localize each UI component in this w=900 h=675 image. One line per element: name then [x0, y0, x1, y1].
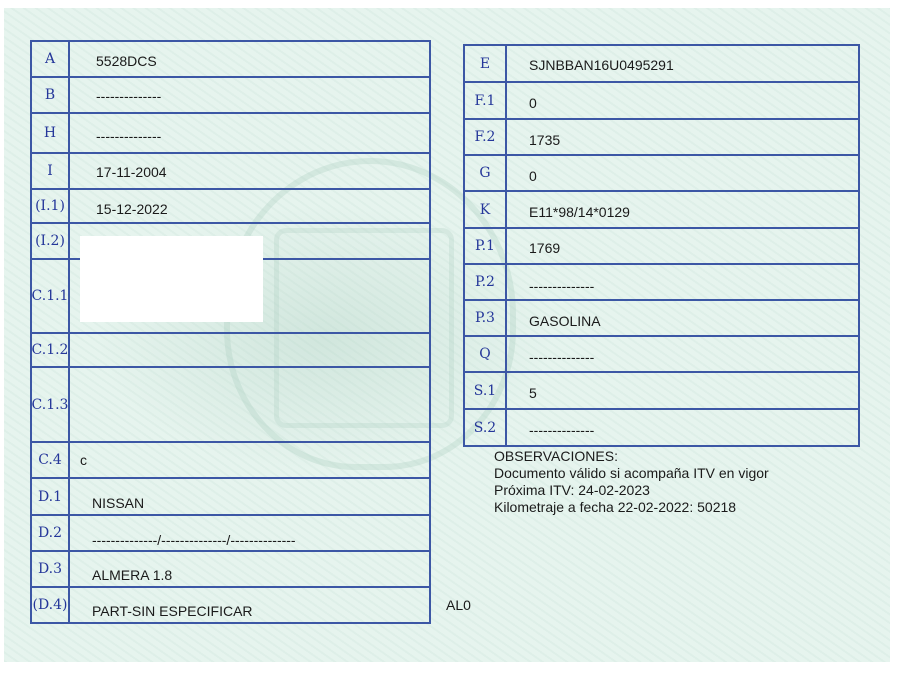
field-code: (D.4) [32, 588, 70, 622]
field-value: 0 [529, 168, 537, 184]
field-code: S.1 [465, 373, 507, 408]
field-code: F.1 [465, 83, 507, 118]
field-row-i [32, 154, 429, 190]
field-code: K [465, 192, 507, 227]
field-code: D.2 [32, 516, 70, 550]
field-row-p1 [465, 229, 858, 265]
field-code: E [465, 46, 507, 81]
field-value: ALMERA 1.8 [92, 567, 173, 583]
field-row-c12 [32, 334, 429, 368]
field-value: 5528DCS [96, 53, 157, 69]
field-row-f2 [465, 120, 858, 156]
field-row-d4 [32, 588, 429, 622]
observations-block [494, 448, 769, 516]
field-row-d1 [32, 479, 429, 516]
field-code: C.1.2 [32, 334, 70, 366]
field-code: P.3 [465, 301, 507, 335]
field-row-p2 [465, 265, 858, 301]
field-value: E11*98/14*0129 [529, 204, 630, 220]
field-value: GASOLINA [529, 313, 601, 329]
field-value: 17-11-2004 [96, 164, 167, 180]
left-field-table [30, 40, 431, 624]
field-row-h [32, 114, 429, 154]
field-code: D.1 [32, 479, 70, 514]
field-code: D.3 [32, 552, 70, 586]
field-row-s2 [465, 410, 858, 445]
field-row-c13 [32, 368, 429, 443]
field-value: --------------/--------------/-------------- [92, 532, 296, 548]
field-code: C.1.3 [32, 368, 70, 441]
field-value: c [80, 452, 87, 468]
field-row-k [465, 192, 858, 229]
field-value: PART-SIN ESPECIFICAR [92, 603, 253, 619]
field-value: SJNBBAN16U0495291 [529, 57, 674, 73]
field-code: I [32, 154, 70, 188]
redaction-box [80, 236, 263, 322]
field-value: -------------- [529, 422, 595, 438]
observations-heading: OBSERVACIONES: [494, 448, 618, 464]
observation-line: Kilometraje a fecha 22-02-2022: 50218 [494, 499, 737, 515]
field-code: Q [465, 337, 507, 371]
field-row-e [465, 46, 858, 83]
field-row-a [32, 42, 429, 78]
field-row-p3 [465, 301, 858, 337]
field-value: 5 [529, 385, 537, 401]
field-row-d2 [32, 516, 429, 552]
field-value: 1735 [529, 132, 561, 148]
field-row-g [465, 156, 858, 192]
field-value: 0 [529, 95, 537, 111]
field-code: H [32, 114, 70, 152]
field-code: P.1 [465, 229, 507, 263]
field-value: -------------- [96, 88, 162, 104]
field-code: (I.1) [32, 190, 70, 222]
observation-line: Documento válido si acompaña ITV en vigor [494, 465, 769, 481]
field-value: 1769 [529, 240, 561, 256]
field-code: C.1.1 [32, 260, 70, 332]
observation-line: Próxima ITV: 24-02-2023 [494, 482, 650, 498]
field-code: G [465, 156, 507, 190]
field-row-b [32, 78, 429, 114]
field-value: 15-12-2022 [96, 201, 168, 217]
right-field-table [463, 44, 860, 447]
field-code: A [32, 42, 70, 76]
field-code: C.4 [32, 443, 70, 477]
field-value: NISSAN [92, 495, 145, 511]
field-row-d3 [32, 552, 429, 588]
field-row-s1 [465, 373, 858, 410]
footer-code: AL0 [446, 597, 471, 613]
field-row-i1 [32, 190, 429, 224]
field-value: -------------- [96, 128, 162, 144]
field-value: -------------- [529, 349, 595, 365]
field-code: (I.2) [32, 224, 70, 258]
field-row-q [465, 337, 858, 373]
field-code: S.2 [465, 410, 507, 445]
field-row-c4 [32, 443, 429, 479]
field-code: B [32, 78, 70, 112]
field-code: F.2 [465, 120, 507, 154]
field-row-f1 [465, 83, 858, 120]
field-code: P.2 [465, 265, 507, 299]
field-value: -------------- [529, 278, 595, 294]
